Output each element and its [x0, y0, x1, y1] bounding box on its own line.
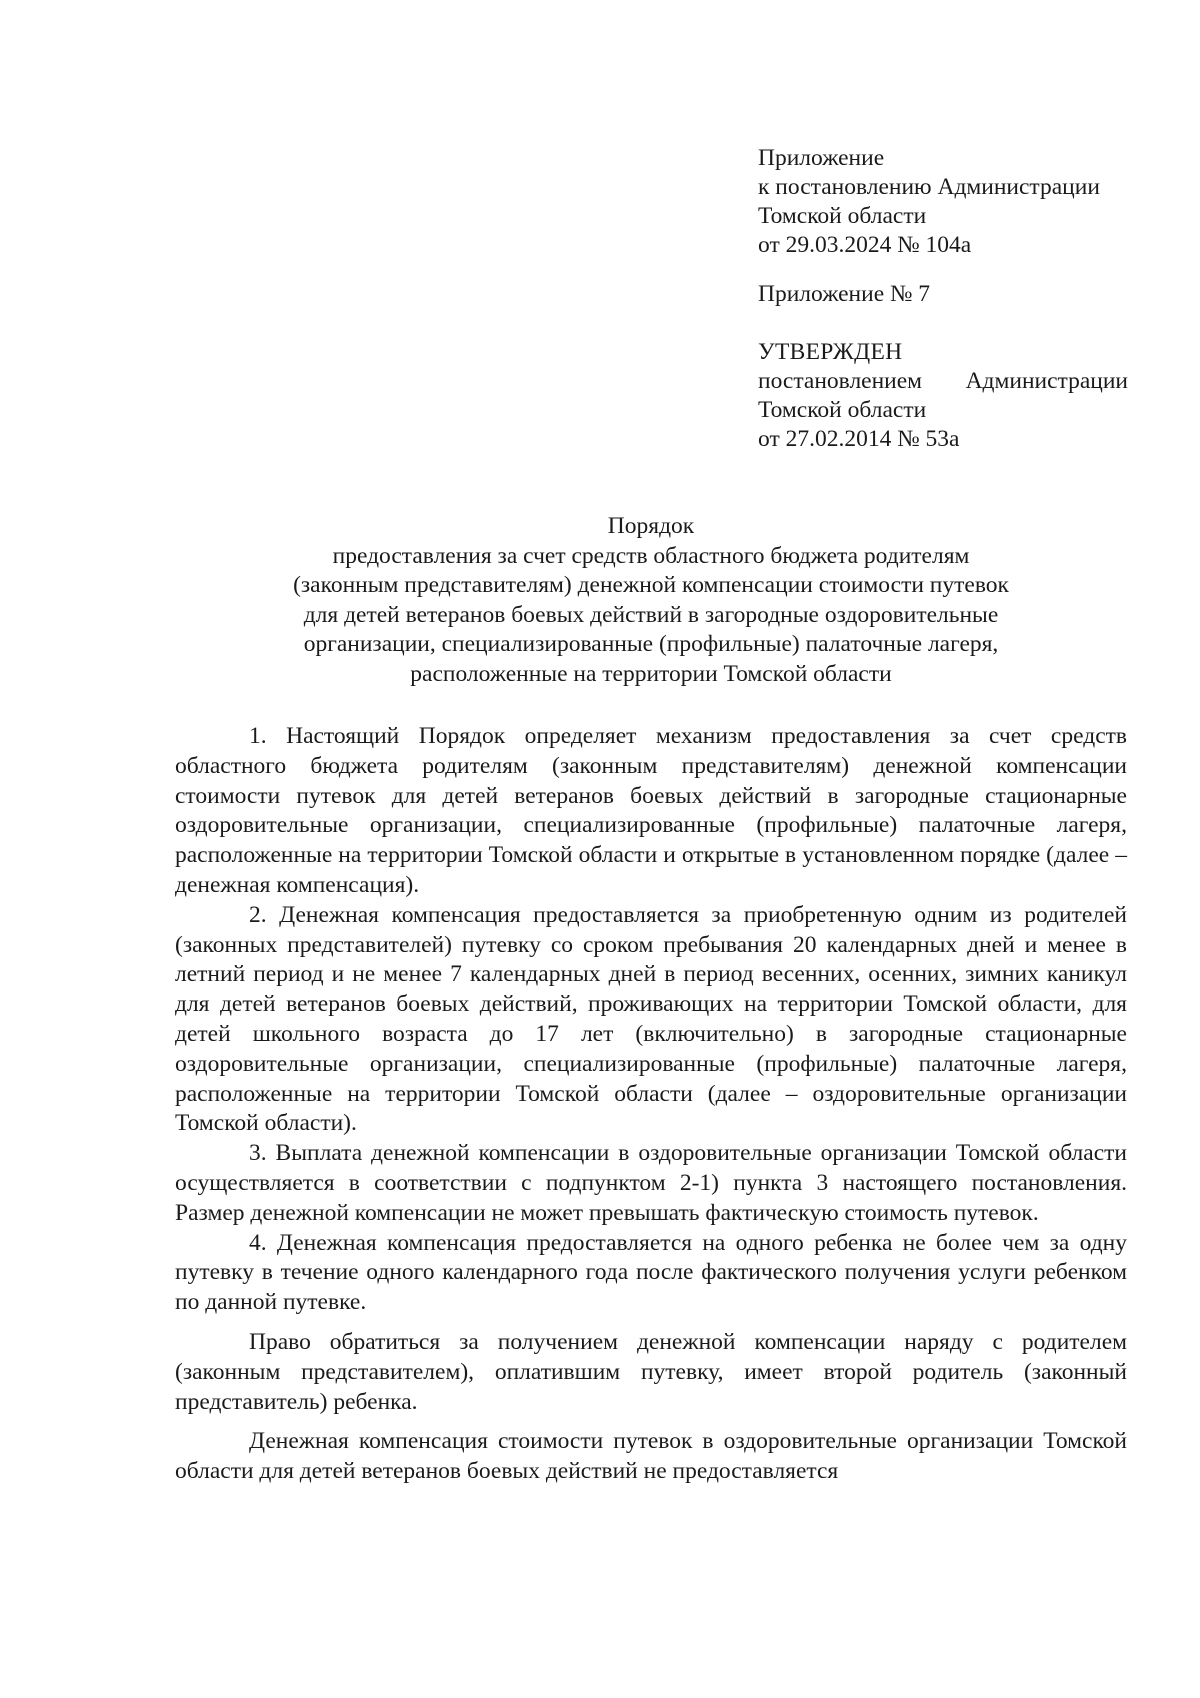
title-line: для детей ветеранов боевых действий в загородные оздоровительные	[303, 601, 999, 628]
appendix-header-line: к постановлению Администрации	[758, 174, 1100, 200]
title-line: (законным представителям) денежной компенсации стоимости путевок	[293, 572, 1009, 598]
title-line: расположенные на территории Томской области	[410, 660, 892, 687]
paragraph-6: Денежная компенсация стоимости путевок в оздоровительные организации Томской области для детей ветеранов боевых действий не предоставляется	[175, 1428, 1127, 1485]
appendix-number-text: Приложение № 7	[758, 281, 931, 307]
approved-line: Томской области	[758, 397, 927, 423]
paragraph-4: 4. Денежная компенсация предоставляется на одного ребенка не более чем за одну путевку в течение одного календарного года после фактического получения услуги ребенком по данной путевке.	[175, 1229, 1127, 1316]
appendix-header-line: Приложение	[758, 145, 885, 171]
paragraph-5: Право обратиться за получением денежной компенсации наряду с родителем (законным представителем), оплатившим путевку, имеет второй родитель (законный представитель) ребенка.	[175, 1328, 1127, 1415]
appendix-number	[758, 280, 1128, 309]
appendix-header-line: Томской области	[758, 203, 927, 229]
approved-line: от 27.02.2014 № 53а	[758, 426, 960, 452]
approved-block	[758, 338, 1128, 454]
title-line: предоставления за счет средств областного бюджета родителям	[332, 542, 970, 569]
paragraph-3: 3. Выплата денежной компенсации в оздоровительные организации Томской области осуществляется в соответствии с подпунктом 2-1) пункта 3 настоящего постановления. Размер денежной компенсации не может превышать фактическую стоимость путевок.	[175, 1140, 1127, 1226]
document-title	[175, 512, 1127, 689]
title-line: организации, специализированные (профильные) палаточные лагеря,	[303, 631, 999, 657]
paragraph-2: 2. Денежная компенсация предоставляется за приобретенную одним из родителей (законных представителей) путевку со сроком пребывания 20 календарных дней и менее в летний период и не менее 7 календарных дней в период весенних, осенних, зимних каникул для детей ветеранов боевых действий, проживающих на территории Томской области, для детей школьного возраста до 17 лет (включительно) в загородные стационарные оздоровительные организации, специализированные (профильные) палаточные лагеря, расположенные на территории Томской области (далее – оздоровительные организации Томской области).	[175, 901, 1127, 1137]
approved-line: постановлением Администрации	[758, 368, 1128, 394]
appendix-header-line: от 29.03.2024 № 104а	[758, 232, 972, 258]
appendix-header	[758, 144, 1128, 260]
paragraph-1: 1. Настоящий Порядок определяет механизм предоставления за счет средств областного бюджета родителям (законным представителям) денежной компенсации стоимости путевок для детей ветеранов боевых действий в загородные стационарные оздоровительные организации, специализированные (профильные) палаточные лагеря, расположенные на территории Томской области и открытые в установленном порядке (далее – денежная компенсация).	[175, 723, 1127, 898]
title-heading: Порядок	[607, 513, 695, 539]
approved-label: УТВЕРЖДЕН	[758, 339, 903, 365]
document-body	[175, 722, 1127, 1487]
